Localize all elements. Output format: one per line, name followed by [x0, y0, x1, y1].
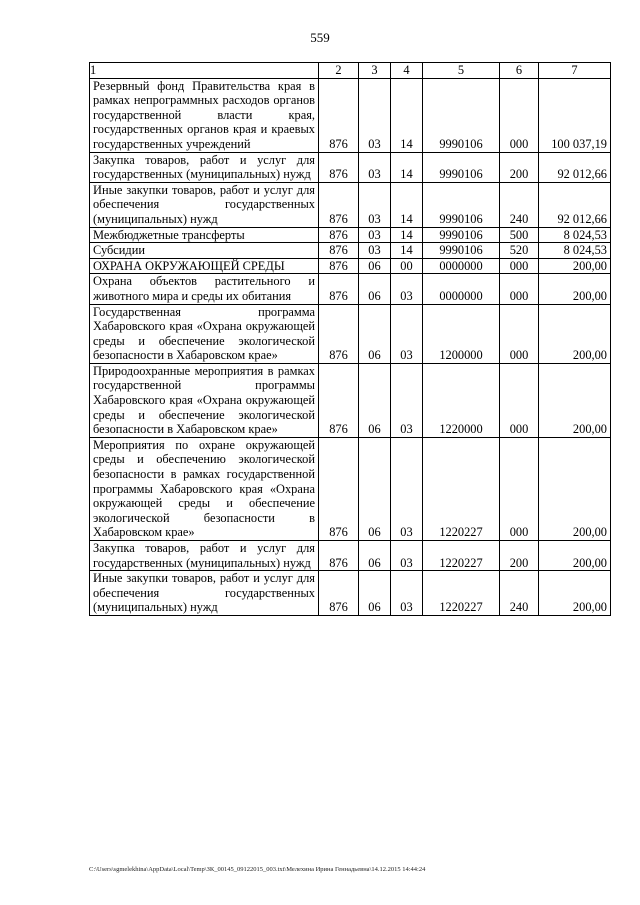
ministry-code: 876: [319, 243, 359, 259]
table-row: [90, 304, 611, 363]
amount: 8 024,53: [539, 243, 611, 259]
table-row: [90, 363, 611, 437]
subsection-code: 03: [391, 363, 423, 437]
row-name: Иные закупки товаров, работ и услуг для обеспечения государственных (муниципальных) нужд: [90, 182, 319, 227]
column-header-6: 6: [500, 63, 539, 79]
table-row: [90, 152, 611, 182]
table-row: [90, 258, 611, 274]
expense-type-code: 000: [500, 304, 539, 363]
table-row: [90, 182, 611, 227]
expense-type-code: 240: [500, 571, 539, 616]
target-article-code: 1220000: [423, 363, 500, 437]
target-article-code: 0000000: [423, 274, 500, 304]
target-article-code: 1200000: [423, 304, 500, 363]
table-row: [90, 78, 611, 152]
subsection-code: 03: [391, 437, 423, 540]
ministry-code: 876: [319, 363, 359, 437]
subsection-code: 03: [391, 541, 423, 571]
page-number: 559: [310, 30, 330, 45]
ministry-code: 876: [319, 304, 359, 363]
expense-type-code: 500: [500, 227, 539, 243]
expense-type-code: 200: [500, 541, 539, 571]
row-name: ОХРАНА ОКРУЖАЮЩЕЙ СРЕДЫ: [90, 258, 319, 274]
amount: 200,00: [539, 274, 611, 304]
expense-type-code: 000: [500, 258, 539, 274]
ministry-code: 876: [319, 182, 359, 227]
row-name: Межбюджетные трансферты: [90, 227, 319, 243]
target-article-code: 1220227: [423, 571, 500, 616]
amount: 200,00: [539, 363, 611, 437]
column-header-3: 3: [359, 63, 391, 79]
table-row: [90, 437, 611, 540]
target-article-code: 1220227: [423, 437, 500, 540]
ministry-code: 876: [319, 152, 359, 182]
section-code: 06: [359, 304, 391, 363]
table-row: [90, 541, 611, 571]
table-row: [90, 243, 611, 259]
row-name: Государственная программа Хабаровского края «Охрана окружающей среды и обеспечение экологической безопасности в Хабаровском крае»: [90, 304, 319, 363]
expense-type-code: 000: [500, 78, 539, 152]
table-row: [90, 227, 611, 243]
expense-type-code: 000: [500, 363, 539, 437]
row-name: Закупка товаров, работ и услуг для государственных (муниципальных) нужд: [90, 152, 319, 182]
amount: 200,00: [539, 541, 611, 571]
target-article-code: 1220227: [423, 541, 500, 571]
ministry-code: 876: [319, 274, 359, 304]
subsection-code: 14: [391, 227, 423, 243]
subsection-code: 03: [391, 304, 423, 363]
column-header-1: 1: [90, 63, 319, 79]
amount: 92 012,66: [539, 152, 611, 182]
column-header-5: 5: [423, 63, 500, 79]
target-article-code: 9990106: [423, 78, 500, 152]
subsection-code: 14: [391, 243, 423, 259]
amount: 92 012,66: [539, 182, 611, 227]
row-name: Резервный фонд Правительства края в рамках непрограммных расходов органов государственной власти края, государственных органов края и краевых государственных учреждений: [90, 78, 319, 152]
section-code: 03: [359, 227, 391, 243]
section-code: 03: [359, 182, 391, 227]
ministry-code: 876: [319, 541, 359, 571]
ministry-code: 876: [319, 437, 359, 540]
column-header-7: 7: [539, 63, 611, 79]
target-article-code: 9990106: [423, 152, 500, 182]
amount: 200,00: [539, 304, 611, 363]
subsection-code: 03: [391, 274, 423, 304]
subsection-code: 00: [391, 258, 423, 274]
subsection-code: 03: [391, 571, 423, 616]
table-row: [90, 571, 611, 616]
section-code: 06: [359, 571, 391, 616]
row-name: Закупка товаров, работ и услуг для государственных (муниципальных) нужд: [90, 541, 319, 571]
row-name: Охрана объектов растительного и животного мира и среды их обитания: [90, 274, 319, 304]
section-code: 06: [359, 258, 391, 274]
section-code: 06: [359, 437, 391, 540]
amount: 8 024,53: [539, 227, 611, 243]
expense-type-code: 520: [500, 243, 539, 259]
expense-type-code: 000: [500, 437, 539, 540]
amount: 100 037,19: [539, 78, 611, 152]
budget-table: [89, 62, 611, 616]
section-code: 03: [359, 78, 391, 152]
subsection-code: 14: [391, 182, 423, 227]
table-row: [90, 274, 611, 304]
amount: 200,00: [539, 258, 611, 274]
ministry-code: 876: [319, 571, 359, 616]
target-article-code: 9990106: [423, 182, 500, 227]
ministry-code: 876: [319, 78, 359, 152]
ministry-code: 876: [319, 227, 359, 243]
amount: 200,00: [539, 571, 611, 616]
target-article-code: 9990106: [423, 227, 500, 243]
budget-table-body: [90, 63, 611, 616]
row-name: Мероприятия по охране окружающей среды и обеспечению экологической безопасности в рамках государственной программы Хабаровского края «Охрана окружающей среды и обеспечение экологической безопасности в Хабаровском крае»: [90, 437, 319, 540]
expense-type-code: 240: [500, 182, 539, 227]
row-name: Субсидии: [90, 243, 319, 259]
section-code: 06: [359, 363, 391, 437]
table-header-row: [90, 63, 611, 79]
row-name: Природоохранные мероприятия в рамках государственной программы Хабаровского края «Охрана окружающей среды и обеспечение экологической безопасности в Хабаровском крае»: [90, 363, 319, 437]
expense-type-code: 000: [500, 274, 539, 304]
ministry-code: 876: [319, 258, 359, 274]
column-header-4: 4: [391, 63, 423, 79]
file-path-footer: C:\Users\sgmelekhina\AppData\Local\Temp\ЗК_00145_09122015_003.txt\Мелехина Ирина Геннадьевна\14.12.2015 14:44:24: [89, 866, 426, 873]
row-name: Иные закупки товаров, работ и услуг для обеспечения государственных (муниципальных) нужд: [90, 571, 319, 616]
expense-type-code: 200: [500, 152, 539, 182]
subsection-code: 14: [391, 78, 423, 152]
section-code: 06: [359, 541, 391, 571]
column-header-2: 2: [319, 63, 359, 79]
amount: 200,00: [539, 437, 611, 540]
target-article-code: 9990106: [423, 243, 500, 259]
target-article-code: 0000000: [423, 258, 500, 274]
section-code: 06: [359, 274, 391, 304]
section-code: 03: [359, 152, 391, 182]
section-code: 03: [359, 243, 391, 259]
subsection-code: 14: [391, 152, 423, 182]
